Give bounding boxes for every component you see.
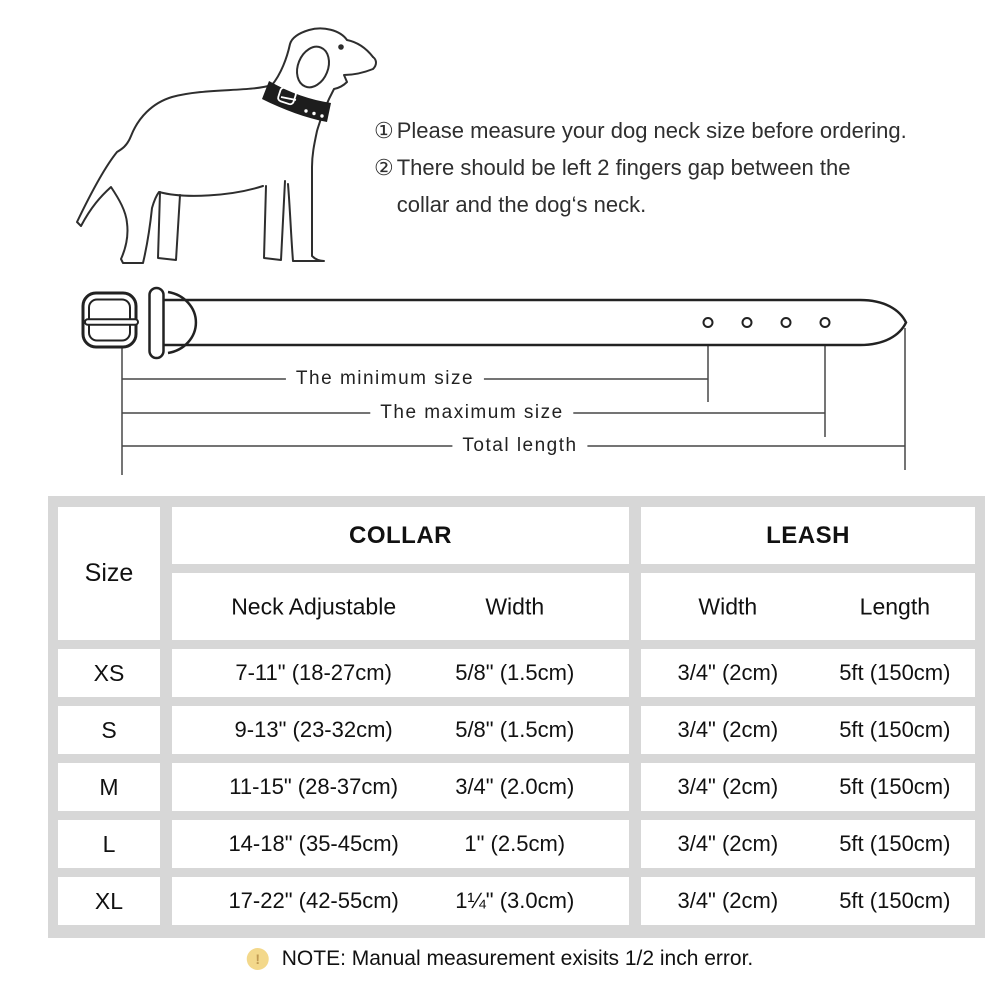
collar-width-value: 5/8" (1.5cm): [455, 717, 575, 742]
leash-width-value: 3/4" (2cm): [677, 717, 779, 742]
dog-illustration: [60, 15, 390, 270]
leash-values-cell: [641, 649, 975, 697]
leash-group-header: LEASH: [641, 507, 975, 564]
leash-values-cell: [641, 706, 975, 754]
collar-width-value: 1" (2.5cm): [464, 831, 566, 856]
collar-values-cell: [172, 877, 629, 925]
instructions-list: [374, 112, 974, 223]
collar-width-header: Width: [485, 593, 545, 619]
note-text: NOTE: Manual measurement exisits 1/2 inch error.: [281, 947, 754, 970]
keeper-loop: [150, 288, 164, 358]
instruction-text-1: Please measure your dog neck size before ordering.: [396, 118, 907, 143]
leash-length-value: 5ft (150cm): [839, 888, 951, 913]
neck-adjustable-header: Neck Adjustable: [231, 593, 397, 619]
leash-width-value: 3/4" (2cm): [677, 774, 779, 799]
leash-values-cell: [641, 877, 975, 925]
leash-length-value: 5ft (150cm): [839, 717, 951, 742]
size-cell: M: [58, 763, 160, 811]
leash-length-value: 5ft (150cm): [839, 831, 951, 856]
leash-values-cell: [641, 820, 975, 868]
circled-number-1-icon: ①: [374, 118, 394, 143]
collar-values-cell: [172, 820, 629, 868]
leash-subheaders: [641, 573, 975, 640]
dog-far-front-leg: [264, 181, 285, 260]
dog-far-rear-leg: [158, 192, 180, 260]
min-size-label: The minimum size: [286, 368, 484, 390]
leash-width-value: 3/4" (2cm): [677, 831, 779, 856]
leash-width-value: 3/4" (2cm): [677, 660, 779, 685]
dog-front-outline: [288, 57, 376, 261]
buckle: [83, 293, 138, 347]
collar-subheaders: [172, 573, 629, 640]
dog-ear: [291, 42, 335, 92]
exclamation-icon: !: [247, 948, 269, 970]
instruction-text-2: There should be left 2 fingers gap between the collar and the dog‘s neck.: [396, 155, 851, 217]
leash-length-value: 5ft (150cm): [839, 774, 951, 799]
dog-eye: [338, 44, 344, 50]
size-cell: S: [58, 706, 160, 754]
leash-width-header: Width: [698, 593, 758, 619]
neck-adjustable-value: 7-11" (18-27cm): [235, 660, 392, 685]
leash-length-header: Length: [859, 593, 931, 619]
instruction-item-1: [374, 112, 974, 149]
collar-width-value: 5/8" (1.5cm): [455, 660, 575, 685]
neck-adjustable-value: 9-13" (23-32cm): [234, 717, 393, 742]
collar-strap: [150, 300, 906, 345]
size-column-header: Size: [58, 507, 160, 640]
size-cell: L: [58, 820, 160, 868]
collar-values-cell: [172, 706, 629, 754]
collar-group-header: COLLAR: [172, 507, 629, 564]
leash-length-value: 5ft (150cm): [839, 660, 951, 685]
size-cell: XS: [58, 649, 160, 697]
collar-width-value: 1¼" (3.0cm): [455, 888, 575, 913]
circled-number-2-icon: ②: [374, 155, 394, 180]
collar-values-cell: [172, 649, 629, 697]
collar-width-value: 3/4" (2.0cm): [455, 774, 575, 799]
leash-values-cell: [641, 763, 975, 811]
neck-adjustable-value: 11-15" (28-37cm): [229, 774, 399, 799]
instruction-item-2: [374, 149, 974, 223]
size-cell: XL: [58, 877, 160, 925]
neck-adjustable-value: 17-22" (42-55cm): [228, 888, 399, 913]
leash-width-value: 3/4" (2cm): [677, 888, 779, 913]
collar-values-cell: [172, 763, 629, 811]
total-length-label: Total length: [452, 435, 587, 457]
neck-adjustable-value: 14-18" (35-45cm): [228, 831, 399, 856]
measurement-note: [247, 947, 754, 971]
size-chart-table: [48, 496, 985, 938]
max-size-label: The maximum size: [370, 402, 573, 424]
